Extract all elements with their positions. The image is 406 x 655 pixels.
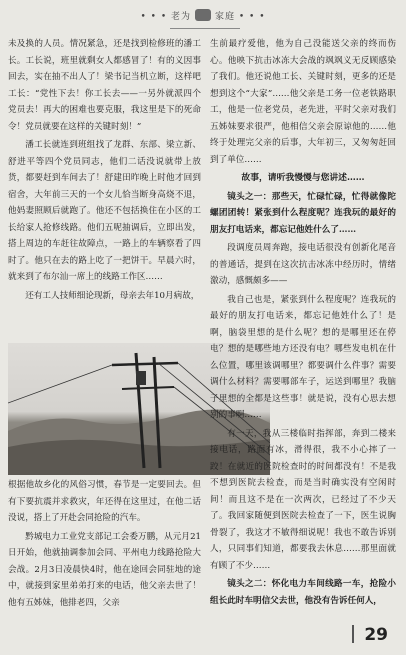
left-column-bottom <box>8 477 201 637</box>
section-title: 故事，请听我慢慢与您讲述…… <box>241 173 365 183</box>
paragraph-lens-one: 镜头之一：那些天，忙碌忙碌，忙得就像陀螺团团转！紧张到什么程度呢？连我玩的最好的朋友打电话来，都忘记他姓什么了…… <box>210 191 396 235</box>
paragraph: 段调度员周奔跑，接电话很没有创新化尾音的普通话，提到在这次抗击冰冻中经历时，情绪激动，感慨颇多—— <box>210 243 396 286</box>
paragraph: 黔城电力工业党支部记工会委万鹏，从元月21日开始，他就抽调参加会同、平州电力线路抢险大会战。2月3日凌晨快4时，他在途回会同驻地的途中，就接到家里弟弟打来的电话，他父亲去世了！他有五姊妹，他排老四，父亲 <box>8 531 201 608</box>
right-column <box>210 36 396 636</box>
paragraph: 还有工人技师细论现新，母亲去年10月病故， <box>25 290 200 301</box>
paragraph: 生前最疗爱他，他为自己没能送父亲的终而伤心。他映下抗击冰冻大会战的飒飒义无反顾感染了我们。他还说他工长、关键时刻，更多的还是想到这个“大家”……他父亲是工务一位老铁路职工，他是一位老党员，老先进，平时父亲对我们五姊妹要求很严，他相信父亲会原谅他的……他终于处理完父亲的后事，大年初三，又匆匆赶回到了单位…… <box>210 39 396 165</box>
paragraph: 有一天，我从三楼临时指挥部，奔到二楼来接电话，路面有冰，滑得很，我不小心摔了一跤！在就近的医院检查时的时间都没有！不是我不想到医院去检查，而是当时确实没有空闲时间！而且这不是在一次两次，已经过了不少天了。我回家随便到医院去检查了一下，医生说胸骨裂了，我这才不敏得细说呢！我也不敢告诉别人，只同事们知道，都要我去休息……那里面就有顾了不少…… <box>210 428 396 571</box>
header-ornament-icon <box>195 9 211 21</box>
header-left-text: • • • 老为 <box>140 11 191 22</box>
header-rule <box>170 28 240 29</box>
paragraph-lens-two: 镜头之二：怀化电力车间线路一车，抢险小组长此时车明信父去世，他没有告诉任何人， <box>210 579 396 606</box>
page-header <box>0 0 406 30</box>
paragraph: 未及换的人员。情况紧急，还是找到检修班的潘工长。工长说，班里就剩女人都感冒了！有的义因事回去，实在抽不出人了！梁书记当机立断，这样吧工长：“党性下去！你工长去——一另外就派四个党员去！再大的困难也要克服，我这里是下的死命令！党员就要在这样的关键时刻！” <box>8 39 201 132</box>
header-right-text: 家庭 • • • <box>215 11 266 22</box>
page-number: 29 <box>364 625 388 645</box>
paragraph: 我自己也是，紧张到什么程度呢？连我玩的最好的朋友打电话来，都忘记他姓什么了！是啊，脑袋里想的是什么呢？想的是哪里还在停电？想的是哪些地方还没有电？哪些发电机在什么位置，哪里该调哪里？都要调什么件事？需要调什么材料？需要哪部车子，运送到哪里？我脑子里想的全都是这些事！就是说，没有心思去想别的事啊…… <box>210 294 396 420</box>
page-number-bar <box>352 625 354 643</box>
left-column-top <box>8 36 201 336</box>
paragraph: 根据他故乡化的风俗习惯，春节是一定要回去。但有下要抗震并求救灾，年还得在这里过，在他二话没说，搭上了开赴会同抢险的汽车。 <box>8 480 201 523</box>
paragraph: 潘工长就连到班组找了龙群、东部、梁立新、舒进平等四个党员同志，他们二话没说就带上放货，都要赶到车间去了！舒建田昨晚上时他才回到宿舍，大年前三天的一个女儿恰当断身高烧不退，他妈妻照顾后就跑了。他还不包括换住在小区的工长给家人抢修线路。他们五呢抽调后，立即出发，搭上周边的车赶往故障点，一路上的车辆察看了四时了。他只在去的路上吃了一把饼干。早晨六时，就来到了布尔汕一席上的线路工作区…… <box>8 140 201 282</box>
